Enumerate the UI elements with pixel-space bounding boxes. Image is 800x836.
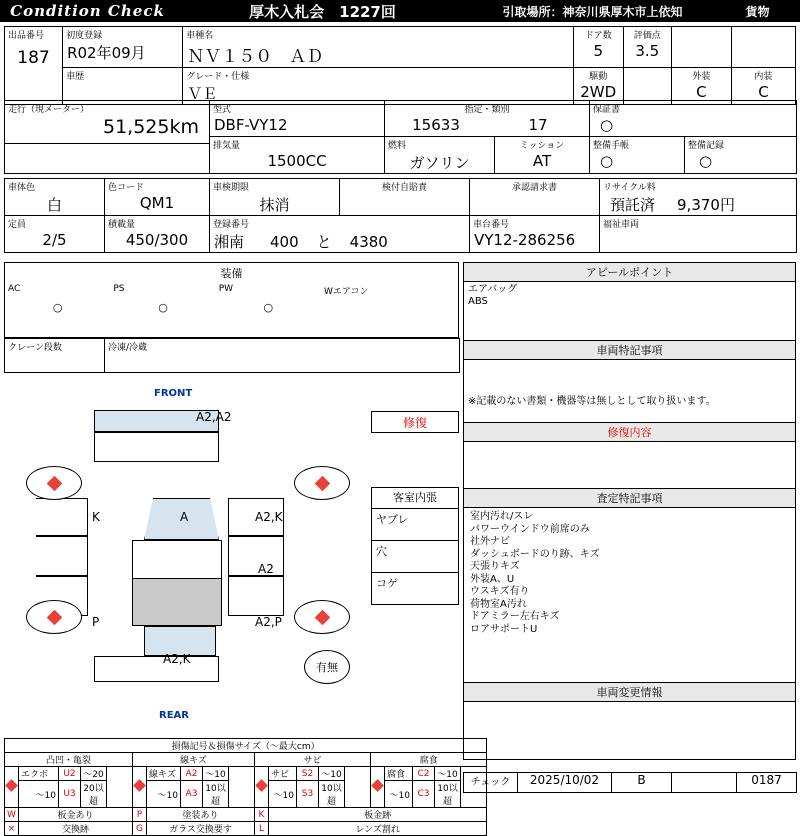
appraisal-line: ウスキズ有り [470, 586, 530, 597]
appraisal-block [463, 488, 796, 694]
mileage-label: 走行（現メーター） [8, 105, 90, 115]
repair-body [463, 442, 796, 494]
load-label: 積載量 [108, 220, 136, 230]
legend-size-small: ～10 [269, 781, 297, 808]
legend-size: 10以超 [435, 781, 461, 808]
legend-name: サビ [269, 767, 297, 781]
appraisal-body [463, 508, 796, 694]
first-reg-label: 初度登録 [66, 31, 103, 41]
model-cell [183, 27, 573, 68]
check-blank [672, 773, 737, 793]
appraisal-line: 社外ナビ [470, 536, 510, 547]
shitei-value-2: 17 [528, 116, 548, 134]
crane-cell [5, 339, 105, 373]
damage-mark: K [92, 510, 100, 524]
notes-body [463, 360, 796, 428]
equipment-block [4, 262, 459, 373]
drive-label: 駆動 [589, 72, 608, 82]
interior-row: ヤブレ [371, 509, 459, 541]
shounin-cell [470, 179, 600, 216]
left-rear-door [32, 536, 88, 576]
damage-mark: A2,K [163, 652, 191, 666]
registration-number: 4380 [349, 233, 388, 251]
appraisal-line: パワーウインドウ前席のみ [470, 523, 590, 535]
legend-spacer [229, 767, 255, 808]
legend-code: S2 [297, 767, 319, 781]
score-spacer-right [731, 27, 795, 68]
change-info-body [463, 702, 796, 760]
legend-symbol: P [133, 808, 147, 822]
appraisal-line: 外装A、U [470, 573, 515, 585]
damage-mark: A2 [258, 562, 274, 576]
legend-title: 損傷記号＆損傷サイズ（～最大cm） [5, 739, 487, 753]
katashiki-cell [210, 101, 385, 137]
seibi-techo-label: 整備手帳 [593, 141, 630, 151]
color-label: 車体色 [8, 183, 36, 193]
legend-diamond-icon [5, 767, 19, 808]
equipment-item [216, 283, 321, 314]
legend-symbol-name: 板金跡 [269, 808, 487, 822]
spare-tire-label: 有無 [316, 661, 338, 674]
color-code-label: 色コード [108, 183, 145, 193]
first-reg-value: R02年09月 [67, 44, 146, 62]
front-label: FRONT [154, 388, 193, 399]
drive-value: 2WD [580, 83, 617, 101]
seibi-kiroku-cell [685, 137, 797, 174]
top-info-block [4, 26, 796, 105]
damage-diamond-icon [46, 475, 62, 491]
legend-block [4, 738, 459, 836]
history-label: 車歴 [66, 72, 85, 82]
capacity-cell [5, 216, 105, 253]
legend-spacer [345, 767, 371, 808]
reefer-value [105, 354, 459, 372]
damage-mark: A [180, 510, 189, 524]
legend-symbol-name: レンズ割れ [269, 822, 487, 836]
header-bar [0, 0, 800, 22]
check-grade: B [612, 773, 672, 793]
legend-symbol: K [255, 808, 269, 822]
welfare-label: 福祉車両 [603, 220, 640, 230]
vin-cell [470, 216, 600, 253]
damage-diamond-icon [314, 475, 330, 491]
color-cell [5, 179, 105, 216]
appraisal-line: 天張りキズ [470, 561, 520, 572]
color-code-value: QM1 [139, 194, 175, 212]
damage-mark: A2,A2 [196, 410, 232, 424]
equipment-item [5, 283, 110, 314]
legend-symbol-name: 板金あり [19, 808, 133, 822]
appraisal-line: ダッシュボードのり跡、キズ [470, 548, 600, 560]
legend-size: ～10 [203, 767, 229, 781]
fuel-label: 燃料 [388, 141, 407, 151]
katashiki-label: 型式 [213, 105, 232, 115]
score-spacer-left [671, 27, 731, 68]
model-label: 車種名 [186, 31, 214, 41]
appeal-block [463, 262, 796, 344]
legend-symbol: G [133, 822, 147, 836]
fuel-cell [385, 137, 495, 174]
damage-mark: A2,P [255, 615, 282, 629]
appraisal-title: 査定特記事項 [463, 488, 796, 508]
displacement-label: 排気量 [213, 141, 241, 151]
appeal-body [463, 282, 796, 344]
reefer-label: 冷凍/冷蔵 [108, 343, 148, 353]
vehicle-kind: 貨物 [745, 4, 770, 19]
shaken-value: 抹消 [259, 196, 290, 214]
katashiki-value: DBF-VY12 [214, 116, 288, 134]
repair-badge-label: 修復 [402, 415, 427, 430]
legend-size: ～10 [435, 767, 461, 781]
interior-row: コゲ [371, 573, 459, 605]
capacity-value: 2/5 [42, 231, 67, 249]
legend-code: U2 [59, 767, 81, 781]
condition-check-title: Condition Check [10, 2, 165, 20]
appraisal-line: 室内汚れ/スレ [470, 511, 534, 522]
exterior-value: C [696, 83, 707, 101]
legend-symbol-name: 交換跡 [19, 822, 133, 836]
equipment-mark: ○ [263, 301, 274, 314]
spare-tire-circle [304, 650, 350, 684]
spec-block [4, 100, 796, 174]
damage-diamond-icon [46, 609, 62, 625]
fuel-value: ガソリン [409, 154, 470, 172]
recycle-cell [600, 179, 797, 216]
shitei-label: 指定・類別 [464, 105, 510, 115]
legend-col-head: 線キズ [133, 753, 255, 767]
registration-kana: と [316, 233, 332, 251]
history-cell [63, 68, 183, 105]
interior-value: C [758, 83, 769, 101]
check-label: チェック [464, 773, 518, 793]
check-date: 2025/10/02 [518, 773, 612, 793]
registration-label: 登録番号 [213, 220, 250, 230]
legend-size-small: ～10 [19, 781, 59, 808]
equipment-label: AC [8, 284, 21, 294]
legend-col-head: 凸凹・亀裂 [5, 753, 133, 767]
change-info-title: 車両変更情報 [463, 682, 796, 702]
mission-value: AT [532, 152, 552, 170]
legend-diamond-icon [371, 767, 385, 808]
vin-value: VY12-286256 [474, 231, 576, 249]
legend-size: ～20 [81, 767, 107, 781]
shounin-value [470, 194, 599, 212]
appeal-line: エアバッグ [468, 284, 518, 295]
color-code-cell [105, 179, 210, 216]
legend-name: エクボ [19, 767, 59, 781]
legend-name: 線キズ [147, 767, 181, 781]
interior-row: 穴 [371, 541, 459, 573]
rear-bumper [94, 656, 219, 682]
recycle-amount: 9,370円 [677, 196, 735, 214]
appeal-line: ABS [468, 296, 488, 307]
mileage-cell [5, 101, 210, 174]
appeal-title: アピールポイント [463, 262, 796, 282]
mileage-value: 51,525km [103, 116, 199, 138]
shaken-cell [210, 179, 340, 216]
equipment-label: PS [113, 284, 125, 294]
left-front-door [32, 498, 88, 536]
legend-size: 10以超 [319, 781, 345, 808]
legend-code: C2 [413, 767, 435, 781]
mission-label: ミッション [519, 141, 565, 151]
notes-title: 車両特記事項 [463, 340, 796, 360]
interior-title: 客室内張 [371, 487, 459, 509]
legend-name: 腐食 [385, 767, 413, 781]
footer-lot-number: 0187 [737, 773, 797, 793]
appraisal-line: 荷物室A汚れ [470, 598, 527, 610]
notes-block [463, 340, 796, 428]
damage-diamond-icon [314, 609, 330, 625]
score-cell [623, 27, 671, 68]
doors-label: ドア数 [584, 31, 612, 41]
legend-symbol: L [255, 822, 269, 836]
footer-block [463, 772, 796, 793]
equipment-item [110, 283, 215, 314]
damage-mark: A2,K [255, 510, 283, 524]
grade-value: ＶＥ [187, 85, 218, 103]
change-info-block [463, 682, 796, 760]
legend-symbol-name: ガラス交換要す [147, 822, 255, 836]
recycle-status: 預託済 [610, 196, 656, 214]
wheel-front-left [26, 466, 82, 500]
repair-title: 修復内容 [463, 422, 796, 442]
legend-code: U3 [59, 781, 81, 808]
score-value: 3.5 [635, 42, 660, 60]
legend-code: S3 [297, 781, 319, 808]
rear-cargo [132, 578, 222, 626]
displacement-value: 1500CC [267, 152, 327, 170]
body-reg-block [4, 178, 796, 253]
lot-number-cell [5, 27, 63, 105]
exterior-cell [671, 68, 731, 105]
seibi-kiroku-label: 整備記録 [688, 141, 725, 151]
exterior-label: 外装 [692, 72, 711, 82]
reefer-cell [105, 339, 460, 373]
mission-cell [495, 137, 590, 174]
registration-place: 湘南 [214, 233, 245, 251]
legend-symbol-name: 塗装あり [147, 808, 255, 822]
wheel-rear-left [26, 600, 82, 634]
equipment-items [5, 283, 458, 314]
hoshousho-label: 保証書 [593, 105, 621, 115]
shitei-value-1: 15633 [412, 116, 460, 134]
legend-code: A3 [181, 781, 203, 808]
appraisal-line: ドアミラー左右キズ [470, 611, 560, 622]
legend-size-small: ～10 [147, 781, 181, 808]
grade-label: グレード・仕様 [186, 72, 250, 82]
legend-size: ～10 [319, 767, 345, 781]
lot-number-label: 出品番号 [8, 31, 45, 41]
legend-col-head: 腐食 [371, 753, 487, 767]
displacement-cell [210, 137, 385, 174]
first-reg-cell [63, 27, 183, 68]
legend-size: 20以超 [81, 781, 107, 808]
equipment-box [4, 262, 459, 338]
crane-label: クレーン段数 [8, 343, 62, 353]
hoshousho-mark: ○ [600, 116, 614, 134]
kenpu-cell [340, 179, 470, 216]
appraisal-line: ロアサポートU [470, 623, 538, 635]
notes-line: ※記載のない書類・機器等は無しとして取り扱います。 [468, 396, 716, 407]
interior-label: 内装 [754, 72, 773, 82]
hoshousho-cell [590, 101, 797, 137]
legend-diamond-icon [255, 767, 269, 808]
history-value [63, 83, 182, 101]
legend-symbol: W [5, 808, 19, 822]
interior-lining-block [371, 487, 459, 605]
doors-value: 5 [593, 42, 603, 60]
seibi-kiroku-mark: ○ [699, 152, 713, 170]
kenpu-value [340, 194, 469, 212]
legend-symbol: × [5, 822, 19, 836]
recycle-label: リサイクル料 [603, 183, 656, 193]
registration-class: 400 [270, 233, 299, 251]
legend-col-head: サビ [255, 753, 371, 767]
equipment-mark: ○ [52, 301, 63, 314]
vehicle-diagram [4, 388, 364, 728]
lot-number-value: 187 [17, 48, 50, 68]
legend-code: A2 [181, 767, 203, 781]
auction-name: 厚木入札会 1227回 [249, 2, 396, 21]
pickup-place: 引取場所：神奈川県厚木市上依知 [502, 4, 683, 19]
right-quarter [228, 576, 284, 616]
legend-code: C3 [413, 781, 435, 808]
model-value: ＮＶ１５０ ＡＤ [187, 47, 324, 67]
equipment-item [321, 283, 458, 314]
wheel-front-right [294, 466, 350, 500]
load-cell [105, 216, 210, 253]
color-value: 白 [46, 196, 62, 214]
score-blank [623, 68, 671, 105]
vin-label: 車台番号 [473, 220, 510, 230]
equipment-label: Wエアコン [324, 287, 369, 297]
welfare-cell [600, 216, 797, 253]
damage-mark: P [92, 615, 100, 629]
seibi-techo-mark: ○ [600, 152, 614, 170]
rear-label: REAR [159, 710, 189, 721]
right-rear-door [228, 536, 284, 576]
welfare-value [600, 231, 796, 249]
grade-cell [183, 68, 573, 105]
doors-cell [573, 27, 623, 68]
repair-badge [371, 411, 459, 433]
shitei-cell [385, 101, 590, 137]
shounin-label: 承認請求書 [511, 183, 557, 193]
score-label: 評価点 [633, 31, 661, 41]
seibi-techo-cell [590, 137, 685, 174]
legend-size: 10以超 [203, 781, 229, 808]
equipment-label: PW [218, 284, 234, 294]
repair-block [463, 422, 796, 494]
wheel-rear-right [294, 600, 350, 634]
drive-cell [573, 68, 623, 105]
legend-diamond-icon [133, 767, 147, 808]
legend-size-small: ～10 [385, 781, 413, 808]
load-value: 450/300 [125, 231, 189, 249]
registration-cell [210, 216, 470, 253]
shaken-label: 車検期限 [213, 183, 250, 193]
equipment-mark [321, 298, 458, 304]
crane-value [5, 354, 104, 372]
hood [94, 432, 219, 462]
equipment-title: 装備 [220, 267, 243, 280]
capacity-label: 定員 [8, 220, 27, 230]
interior-cell [731, 68, 795, 105]
mileage-note [5, 143, 209, 163]
kenpu-label: 検付自賠責 [381, 183, 427, 193]
equipment-mark: ○ [158, 301, 168, 314]
legend-spacer [107, 767, 133, 808]
